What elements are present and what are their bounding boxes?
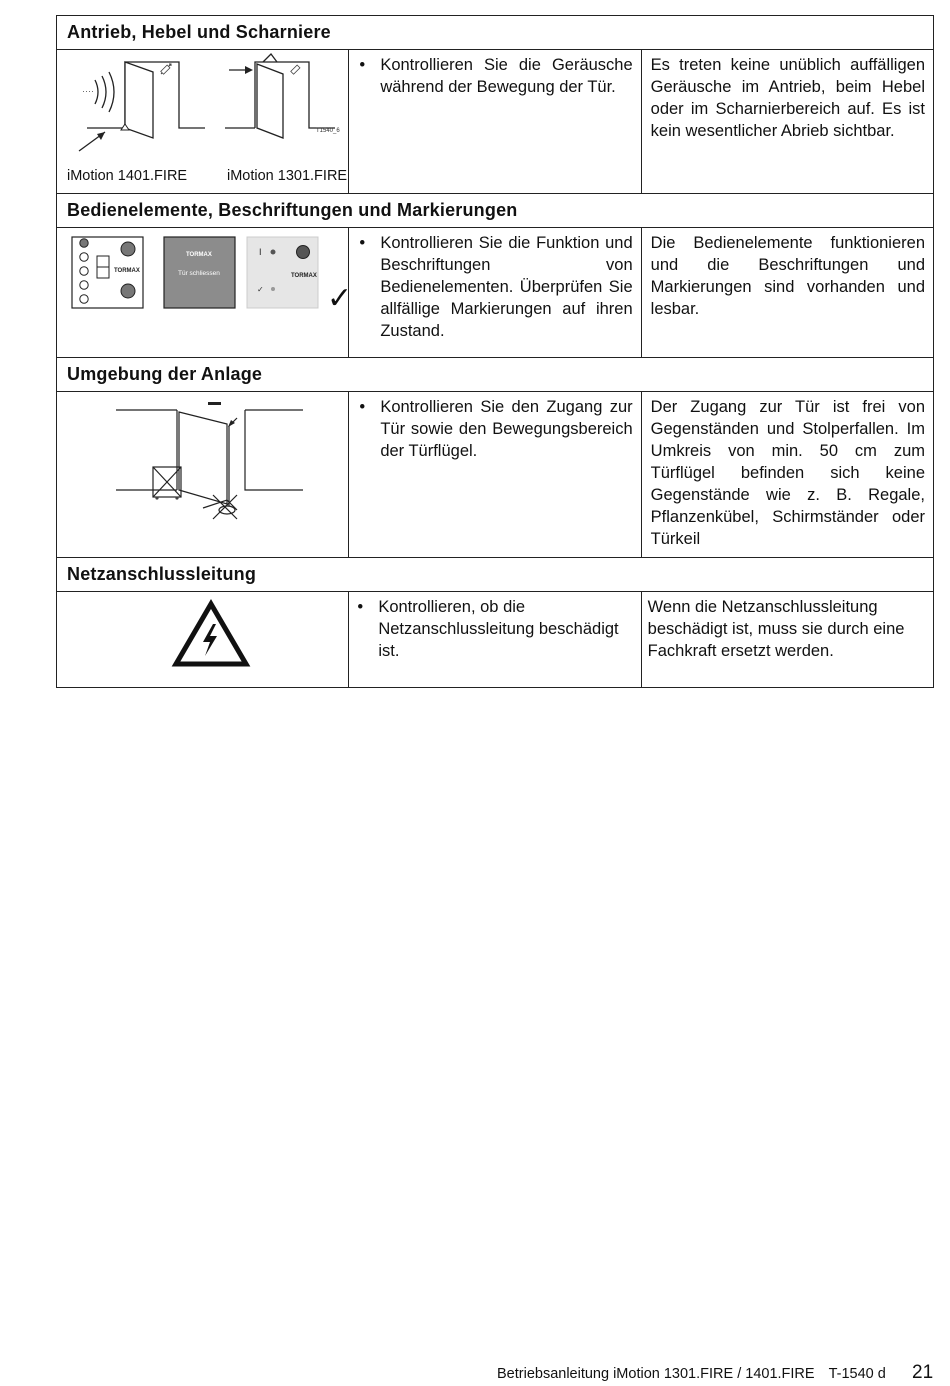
door-noise-diagram bbox=[57, 50, 363, 193]
bullet: • bbox=[357, 598, 364, 616]
caption-left: iMotion 1401.FIRE bbox=[67, 168, 188, 184]
page-number: 21 bbox=[912, 1362, 934, 1383]
bullet: • bbox=[359, 234, 366, 252]
document-code: T-1540 d bbox=[828, 1366, 886, 1382]
result-text: Es treten keine unüblich auffälligen Geräusche im Antrieb, beim Hebel oder im Scharnierbereich auf. Es ist kein wesentlicher Abrieb sichtbar. bbox=[650, 56, 925, 140]
check-text: Kontrollieren Sie die Funktion und Beschriftungen von Bedienelementen. Überprüfen Sie allfällige Markierungen auf ihren Zustand. bbox=[380, 234, 633, 340]
caption-right: iMotion 1301.FIRE bbox=[227, 168, 348, 184]
page-footer bbox=[497, 1366, 886, 1382]
bullet: • bbox=[359, 56, 366, 74]
figure-cell bbox=[57, 50, 349, 194]
brand-label-2: TORMAX bbox=[186, 252, 212, 258]
section-title: Antrieb, Hebel und Scharniere bbox=[57, 16, 934, 50]
brand-label-1: TORMAX bbox=[114, 268, 140, 274]
bullet: • bbox=[359, 398, 366, 416]
control-panels-diagram bbox=[57, 228, 363, 357]
inspection-table bbox=[56, 15, 934, 688]
brand-label-3: TORMAX bbox=[291, 273, 317, 279]
check-text: Kontrollieren Sie die Geräusche während der Bewegung der Tür. bbox=[380, 56, 633, 96]
door-environment-diagram bbox=[57, 392, 363, 557]
result-text: Die Bedienelemente funktionieren und die Beschriftungen und Markierungen sind vorhanden und lesbar. bbox=[650, 234, 925, 318]
check-text: Kontrollieren Sie den Zugang zur Tür sowie den Bewegungsbereich der Türflügel. bbox=[380, 398, 633, 460]
section-title: Netzanschlussleitung bbox=[57, 558, 934, 592]
result-text: Wenn die Netzanschlussleitung beschädigt ist, muss sie durch eine Fachkraft ersetzt werden. bbox=[647, 598, 905, 660]
svg-text:✓: ✓ bbox=[257, 285, 264, 294]
manual-title: Betriebsanleitung iMotion 1301.FIRE / 1401.FIRE bbox=[497, 1366, 815, 1382]
svg-text:I: I bbox=[259, 247, 262, 257]
section-title: Bedienelemente, Beschriftungen und Markierungen bbox=[57, 194, 934, 228]
electric-hazard-icon bbox=[57, 592, 363, 687]
check-text: Kontrollieren, ob die Netzanschlussleitung beschädigt ist. bbox=[378, 598, 619, 660]
panel-text: Tür schliessen bbox=[178, 270, 220, 277]
figure-code: T1540_6 bbox=[316, 128, 340, 134]
result-text: Der Zugang zur Tür ist frei von Gegenständen und Stolperfallen. Im Umkreis von min. 50 cm zum Türflügel befinden sich keine Gegenstände wie z. B. Regale, Pflanzenkübel, Schirmständer oder Türkeil bbox=[650, 398, 925, 548]
checkmark-icon: ✓ bbox=[327, 282, 353, 315]
svg-text:····: ···· bbox=[82, 86, 94, 96]
section-title: Umgebung der Anlage bbox=[57, 358, 934, 392]
